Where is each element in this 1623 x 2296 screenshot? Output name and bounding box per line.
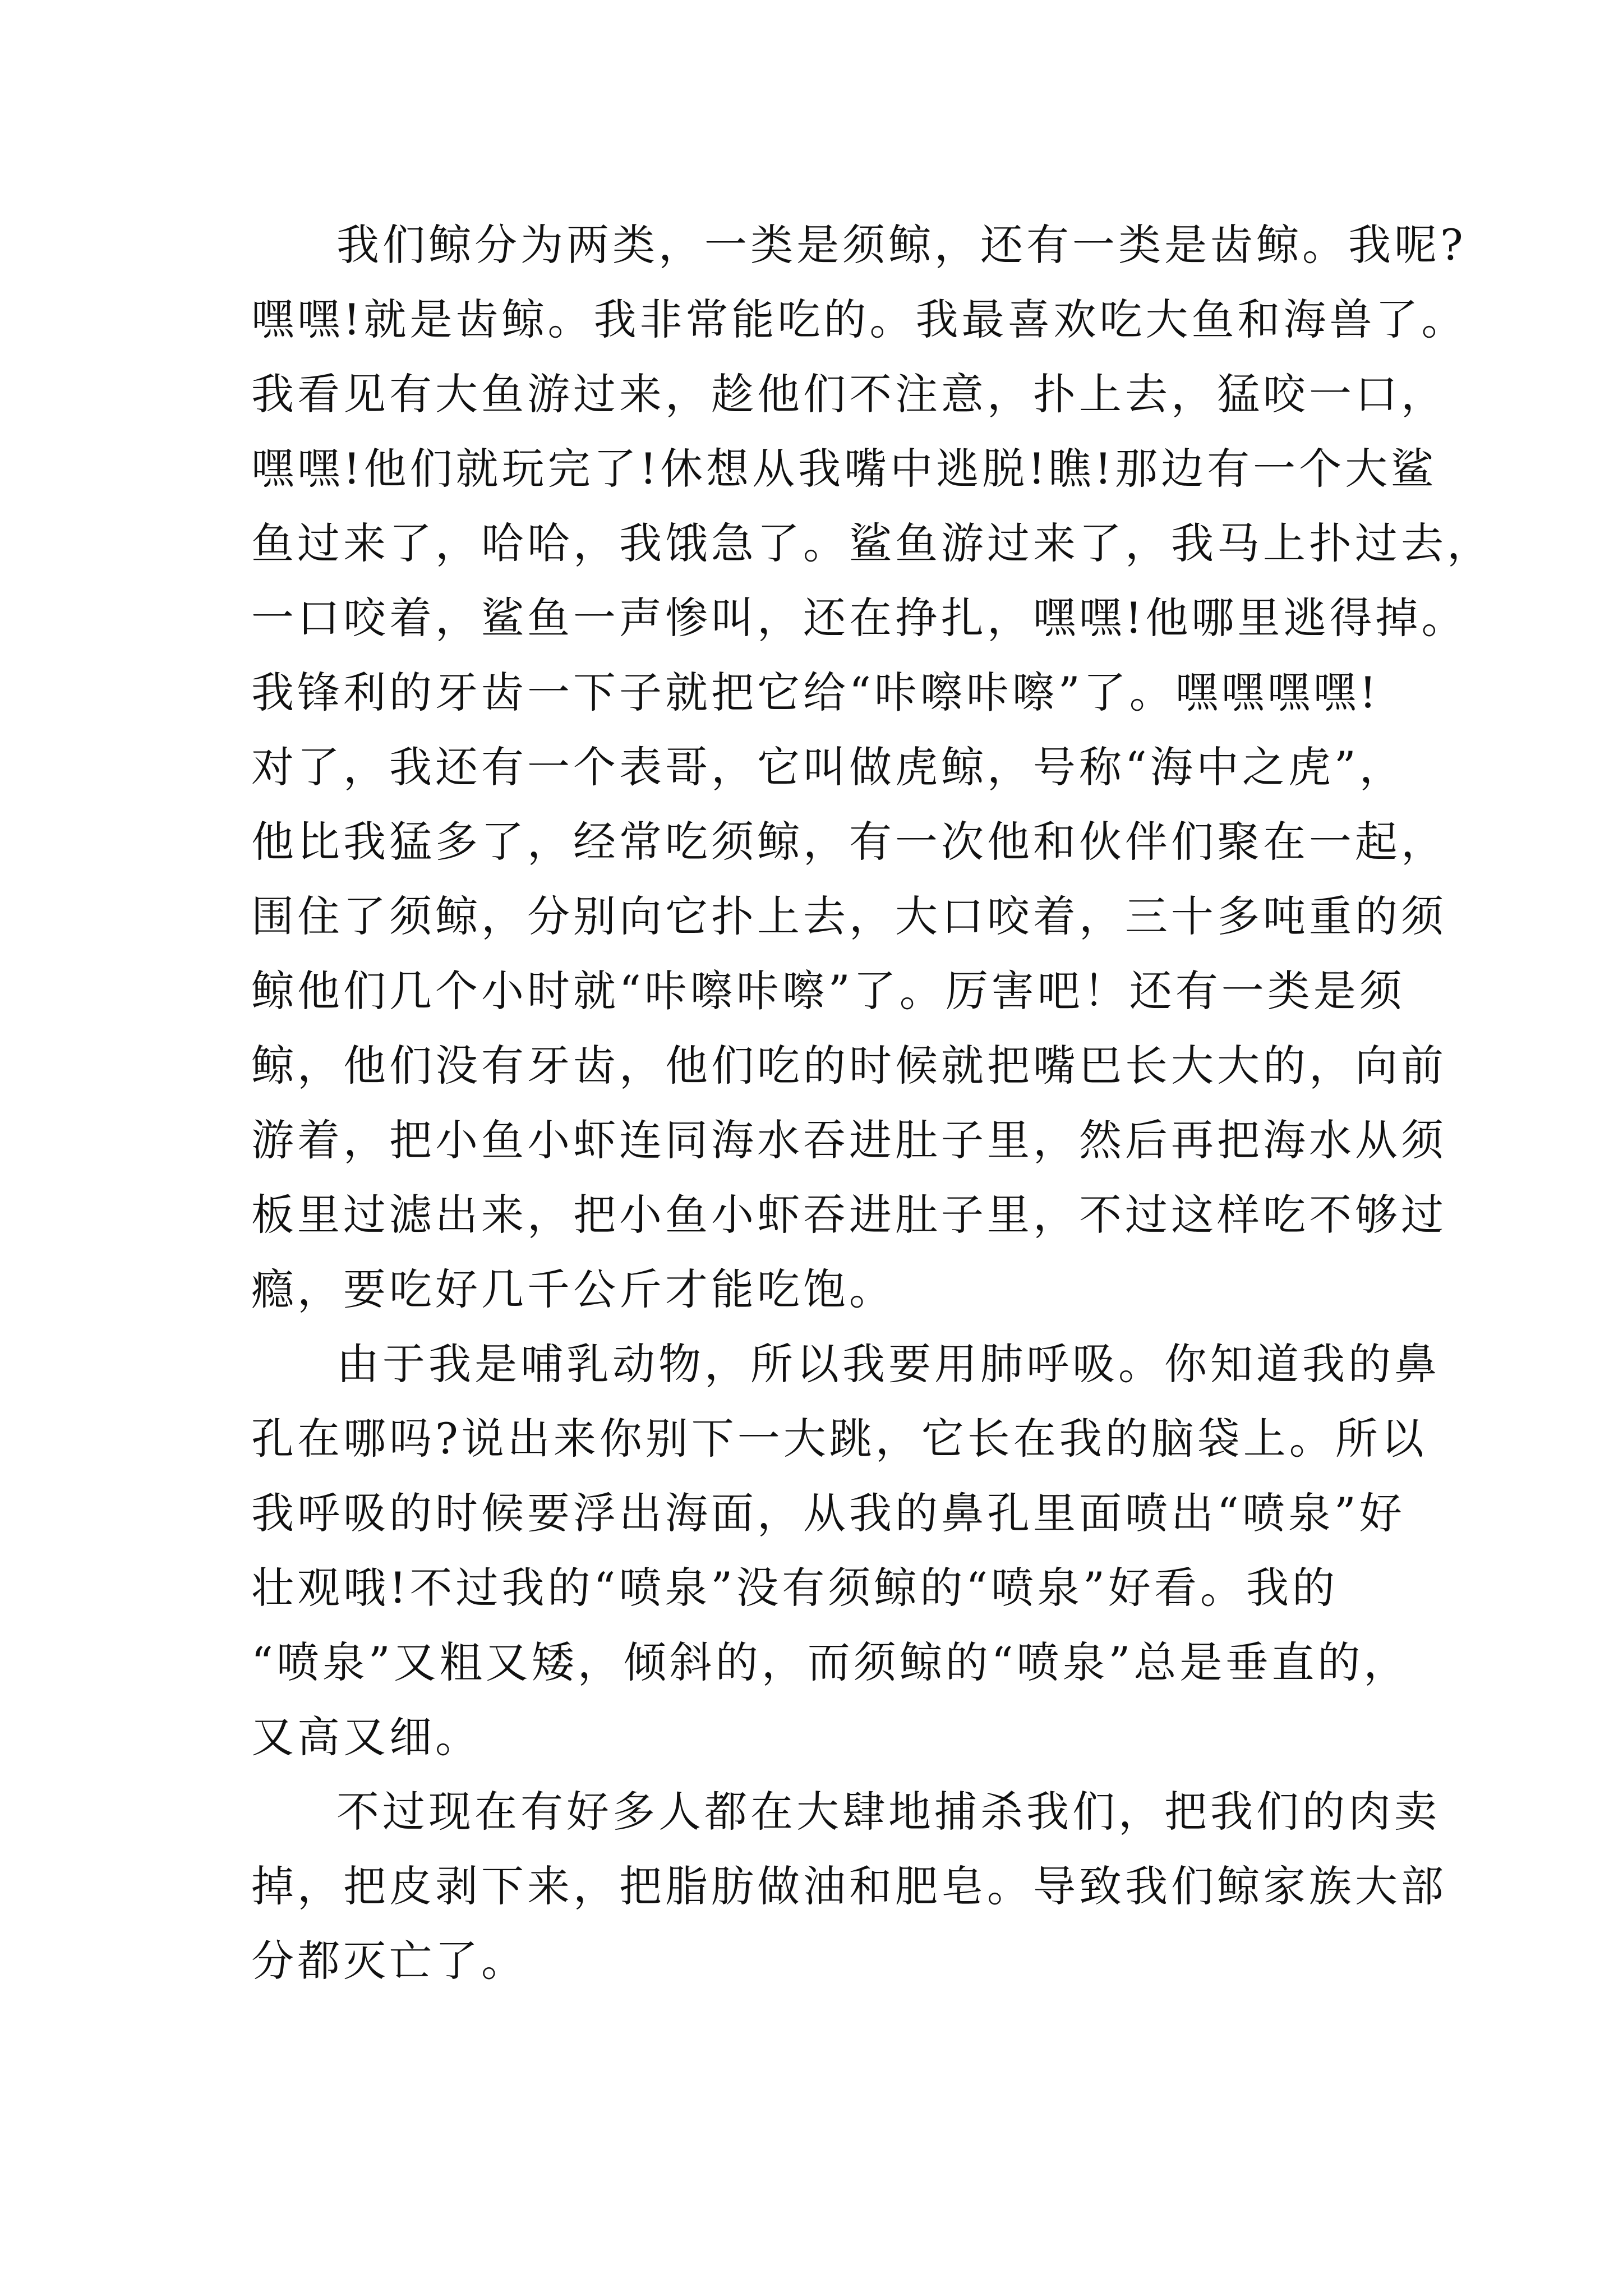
paragraph-line: “喷泉”又粗又矮，倾斜的，而须鲸的“喷泉”总是垂直的，: [251, 1637, 1410, 1687]
paragraph-line: 对了，我还有一个表哥，它叫做虎鲸，号称“海中之虎”，: [251, 742, 1405, 792]
paragraph-line: 板里过滤出来，把小鱼小虾吞进肚子里，不过这样吃不够过: [251, 1190, 1447, 1240]
paragraph-line: 孔在哪吗?说出来你别下一大跳，它长在我的脑袋上。所以: [251, 1414, 1427, 1464]
paragraph-line: 我们鲸分为两类，一类是须鲸，还有一类是齿鲸。我呢?: [336, 220, 1467, 270]
paragraph-line: 我锋利的牙齿一下子就把它给“咔嚓咔嚓”了。嘿嘿嘿嘿!: [251, 668, 1380, 717]
paragraph-line: 我呼吸的时候要浮出海面，从我的鼻孔里面喷出“喷泉”好: [251, 1488, 1405, 1538]
paragraph-line: 壮观哦!不过我的“喷泉”没有须鲸的“喷泉”好看。我的: [251, 1563, 1338, 1613]
paragraph-line: 一口咬着，鲨鱼一声惨叫，还在挣扎，嘿嘿!他哪里逃得掉。: [251, 593, 1468, 643]
paragraph-line: 他比我猛多了，经常吃须鲸，有一次他和伙伴们聚在一起，: [251, 817, 1447, 867]
paragraph-line: 由于我是哺乳动物，所以我要用肺呼吸。你知道我的鼻: [336, 1339, 1440, 1389]
paragraph-line: 瘾，要吃好几千公斤才能吃饱。: [251, 1264, 895, 1314]
paragraph-line: 围住了须鲸，分别向它扑上去，大口咬着，三十多吨重的须: [251, 891, 1447, 941]
paragraph-line: 不过现在有好多人都在大肆地捕杀我们，把我们的肉卖: [336, 1787, 1440, 1837]
paragraph-3: [251, 1774, 1447, 1998]
paragraph-line: 嘿嘿!就是齿鲸。我非常能吃的。我最喜欢吃大鱼和海兽了。: [251, 295, 1468, 344]
paragraph-1: [251, 208, 1493, 1327]
paragraph-2: [251, 1327, 1440, 1774]
paragraph-line: 鲸，他们没有牙齿，他们吃的时候就把嘴巴长大大的，向前: [251, 1041, 1447, 1091]
paragraph-line: 游着，把小鱼小虾连同海水吞进肚子里，然后再把海水从须: [251, 1115, 1447, 1165]
paragraph-line: 分都灭亡了。: [251, 1936, 527, 1986]
paragraph-line: 鱼过来了，哈哈，我饿急了。鲨鱼游过来了，我马上扑过去，: [251, 518, 1493, 568]
paragraph-line: 嘿嘿!他们就玩完了!休想从我嘴中逃脱!瞧!那边有一个大鲨: [251, 444, 1437, 494]
paragraph-line: 又高又细。: [251, 1712, 481, 1762]
paragraph-line: 我看见有大鱼游过来，趁他们不注意，扑上去，猛咬一口，: [251, 369, 1447, 419]
paragraph-line: 掉，把皮剥下来，把脂肪做油和肥皂。导致我们鲸家族大部: [251, 1861, 1447, 1911]
paragraph-line: 鲸他们几个小时就“咔嚓咔嚓”了。厉害吧！还有一类是须: [251, 966, 1405, 1016]
